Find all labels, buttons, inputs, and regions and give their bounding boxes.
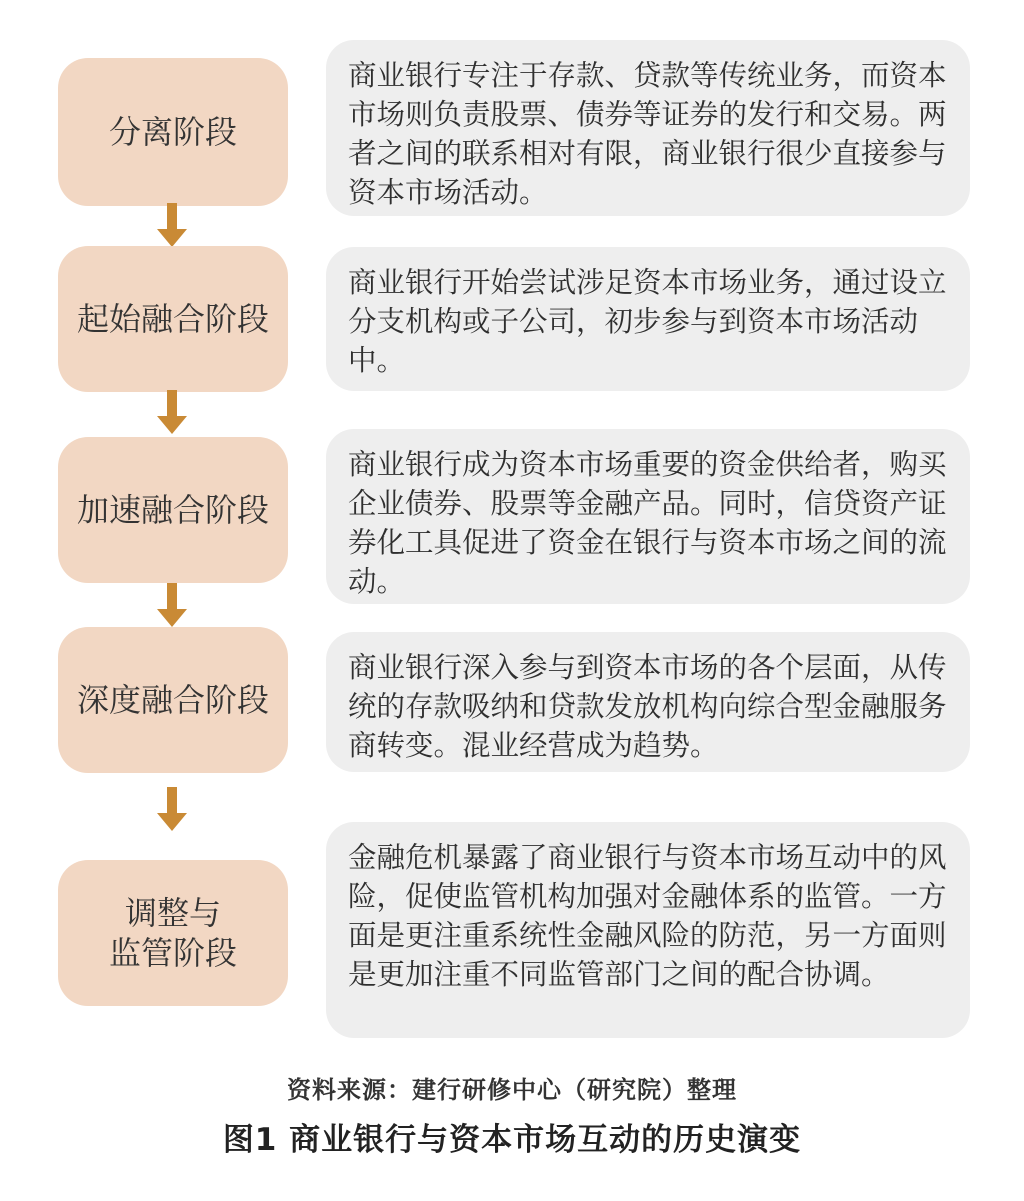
stage-label: 起始融合阶段 bbox=[76, 300, 269, 338]
down-arrow-icon bbox=[157, 583, 187, 629]
stage-box-deep-integration bbox=[58, 627, 288, 773]
stage-box-accelerated-integration bbox=[58, 437, 288, 583]
data-source-note: 资料来源：建行研修中心（研究院）整理 bbox=[287, 1076, 737, 1104]
stage-description-initial-integration: 商业银行开始尝试涉足资本市场业务，通过设立分支机构或子公司，初步参与到资本市场活动中。 bbox=[326, 247, 970, 391]
figure-title: 图1 商业银行与资本市场互动的历史演变 bbox=[222, 1122, 802, 1158]
stage-label: 深度融合阶段 bbox=[76, 681, 269, 719]
down-arrow-icon bbox=[157, 390, 187, 436]
stage-label: 分离阶段 bbox=[108, 113, 237, 151]
stage-label: 调整与 监管阶段 bbox=[108, 894, 237, 972]
stage-box-initial-integration bbox=[58, 246, 288, 392]
stage-description-deep-integration: 商业银行深入参与到资本市场的各个层面，从传统的存款吸纳和贷款发放机构向综合型金融服务商转变。混业经营成为趋势。 bbox=[326, 632, 970, 772]
stage-label: 加速融合阶段 bbox=[76, 491, 269, 529]
stage-description-accelerated-integration: 商业银行成为资本市场重要的资金供给者，购买企业债券、股票等金融产品。同时，信贷资产证券化工具促进了资金在银行与资本市场之间的流动。 bbox=[326, 429, 970, 604]
stage-description-adjustment-regulation: 金融危机暴露了商业银行与资本市场互动中的风险，促使监管机构加强对金融体系的监管。一方面是更注重系统性金融风险的防范，另一方面则是更加注重不同监管部门之间的配合协调。 bbox=[326, 822, 970, 1038]
down-arrow-icon bbox=[157, 787, 187, 833]
stage-box-adjustment-regulation bbox=[58, 860, 288, 1006]
stage-box-separation bbox=[58, 58, 288, 206]
down-arrow-icon bbox=[157, 203, 187, 249]
stage-description-separation: 商业银行专注于存款、贷款等传统业务，而资本市场则负责股票、债券等证券的发行和交易。两者之间的联系相对有限，商业银行很少直接参与资本市场活动。 bbox=[326, 40, 970, 216]
